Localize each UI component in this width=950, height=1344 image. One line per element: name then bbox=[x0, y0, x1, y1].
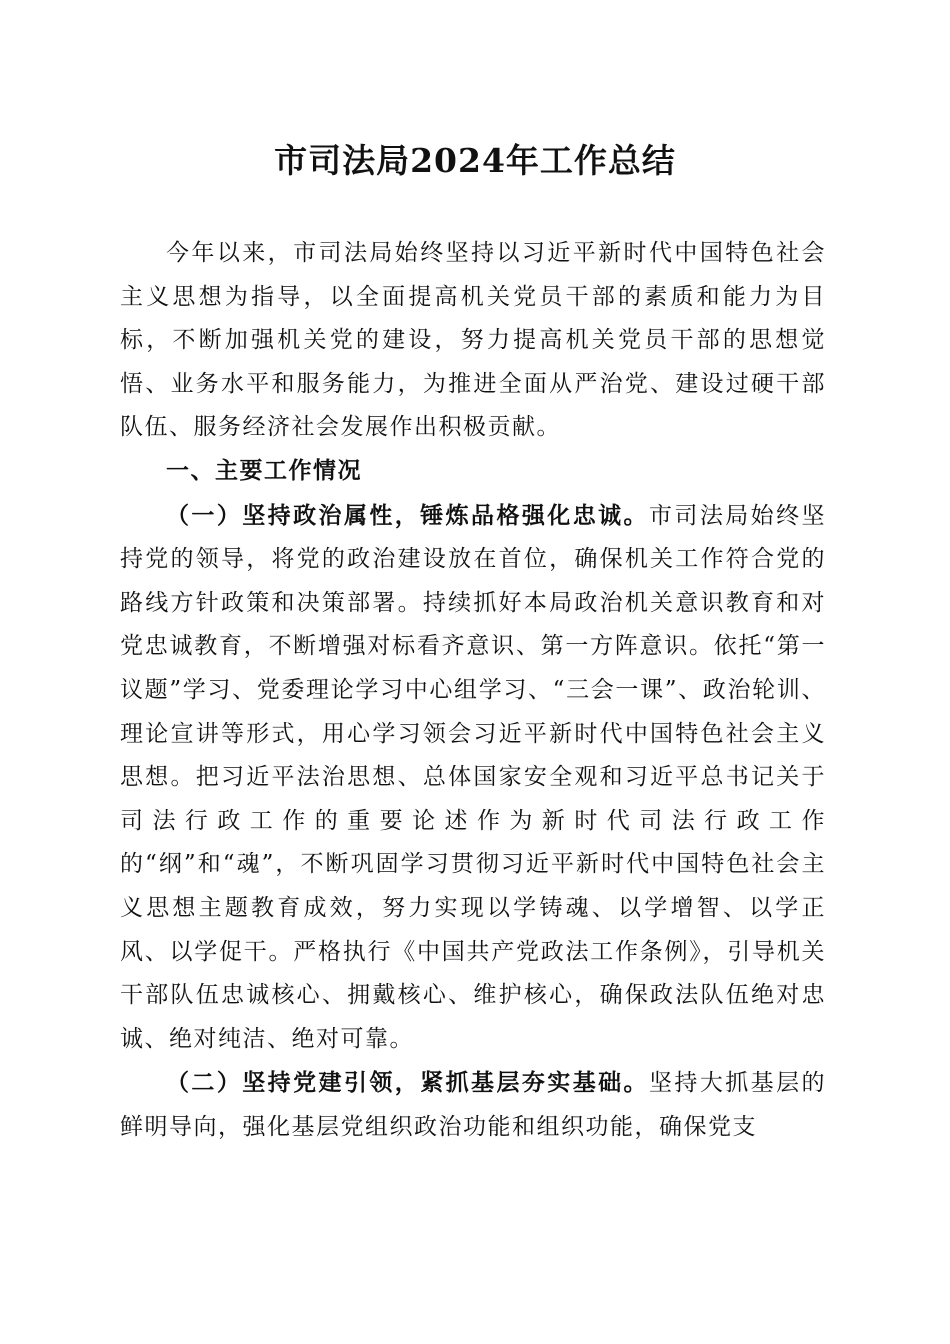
document-body bbox=[120, 232, 826, 1149]
document-title: 市司法局2024年工作总结 bbox=[274, 141, 676, 180]
intro-paragraph: 今年以来，市司法局始终坚持以习近平新时代中国特色社会主义思想为指导，以全面提高机关党员干部的素质和能力为目标，不断加强机关党的建设，努力提高机关党员干部的思想觉悟、业务水平和服务能力，为推进全面从严治党、建设过硬干部队伍、服务经济社会发展作出积极贡献。 bbox=[120, 240, 826, 441]
item-1-body: 市司法局始终坚持党的领导，将党的政治建设放在首位，确保机关工作符合党的路线方针政策和决策部署。持续抓好本局政治机关意识教育和对党忠诚教育，不断增强对标看齐意识、第一方阵意识。依托“第一议题”学习、党委理论学习中心组学习、“三会一课”、政治轮训、理论宣讲等形式，用心学习领会习近平新时代中国特色社会主义思想。把习近平法治思想、总体国家安全观和习近平总书记关于司法行政工作的重要论述作为新时代司法行政工作的“纲”和“魂”，不断巩固学习贯彻习近平新时代中国特色社会主义思想主题教育成效，努力实现以学铸魂、以学增智、以学正风、以学促干。严格执行《中国共产党政法工作条例》，引导机关干部队伍忠诚核心、拥戴核心、维护核心，确保政法队伍绝对忠诚、绝对纯洁、绝对可靠。 bbox=[120, 502, 827, 1052]
item-2-lead: （二）坚持党建引领，紧抓基层夯实基础。 bbox=[166, 1069, 649, 1097]
section-heading-main-work: 一、主要工作情况 bbox=[166, 457, 362, 484]
item-1-lead: （一）坚持政治属性，锤炼品格强化忠诚。 bbox=[166, 501, 649, 529]
item-2-body: 坚持大抓基层的鲜明导向，强化基层党组织政治功能和组织功能，确保党支 bbox=[120, 1070, 827, 1140]
item-paragraph-2 bbox=[120, 1061, 826, 1149]
item-paragraph-1 bbox=[120, 494, 826, 1062]
